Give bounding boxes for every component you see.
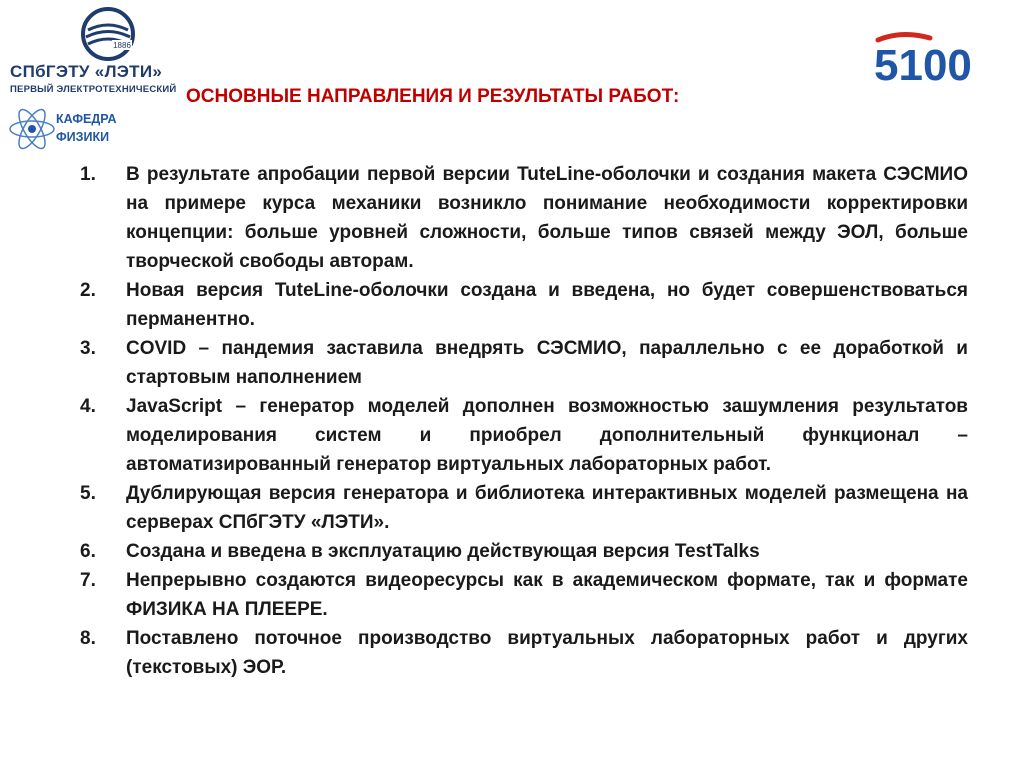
item-number: 1. [80,164,96,185]
item-number: 8. [80,628,96,649]
department-label [56,110,117,146]
university-subtitle: ПЕРВЫЙ ЭЛЕКТРОТЕХНИЧЕСКИЙ [10,84,177,95]
item-text: Создана и введена в эксплуатацию действующая версия TestTalks [126,541,760,562]
university-name: СПбГЭТУ «ЛЭТИ» [10,62,163,81]
list-item [80,392,968,479]
list-item [80,479,968,537]
atom-icon [6,104,58,154]
list-item [80,276,968,334]
results-list [80,160,968,682]
item-text: JavaScript – генератор моделей дополнен возможностью зашумления результатов моделирования систем и приобрел дополнительный функционал – автоматизированный генератор виртуальных лабораторных работ. [126,396,968,475]
item-text: Дублирующая версия генератора и библиотека интерактивных моделей размещена на серверах СПбГЭТУ «ЛЭТИ». [126,483,968,533]
department-line-2: ФИЗИКИ [56,130,110,144]
item-text: В результате апробации первой версии TuteLine-оболочки и создания макета СЭСМИО на примере курса механики возникло понимание необходимости корректировки концепции: больше уровней сложности, больше типов связей между ЭОЛ, больше творческой свободы авторам. [126,164,968,272]
emblem-year: 1886 [113,41,131,50]
program-5100-logo [872,24,972,88]
list-item [80,566,968,624]
list-item [80,334,968,392]
list-item [80,624,968,682]
item-text: COVID – пандемия заставила внедрять СЭСМИО, параллельно с ее доработкой и стартовым наполнением [126,338,968,388]
item-number: 5. [80,483,96,504]
list-item [80,160,968,276]
item-number: 4. [80,396,96,417]
university-emblem-icon [76,6,140,62]
item-number: 6. [80,541,96,562]
department-line-1: КАФЕДРА [56,112,117,126]
item-text: Поставлено поточное производство виртуальных лабораторных работ и других (текстовых) ЭОР. [126,628,968,678]
item-text: Непрерывно создаются видеоресурсы как в академическом формате, так и формате ФИЗИКА НА ПЛЕЕРЕ. [126,570,968,620]
item-number: 2. [80,280,96,301]
item-text: Новая версия TuteLine-оболочки создана и введена, но будет совершенствоваться перманентно. [126,280,968,330]
list-item [80,537,968,566]
page-title: ОСНОВНЫЕ НАПРАВЛЕНИЯ И РЕЗУЛЬТАТЫ РАБОТ: [186,86,680,107]
item-number: 3. [80,338,96,359]
program-logo-text: 5100 [874,41,972,88]
item-number: 7. [80,570,96,591]
